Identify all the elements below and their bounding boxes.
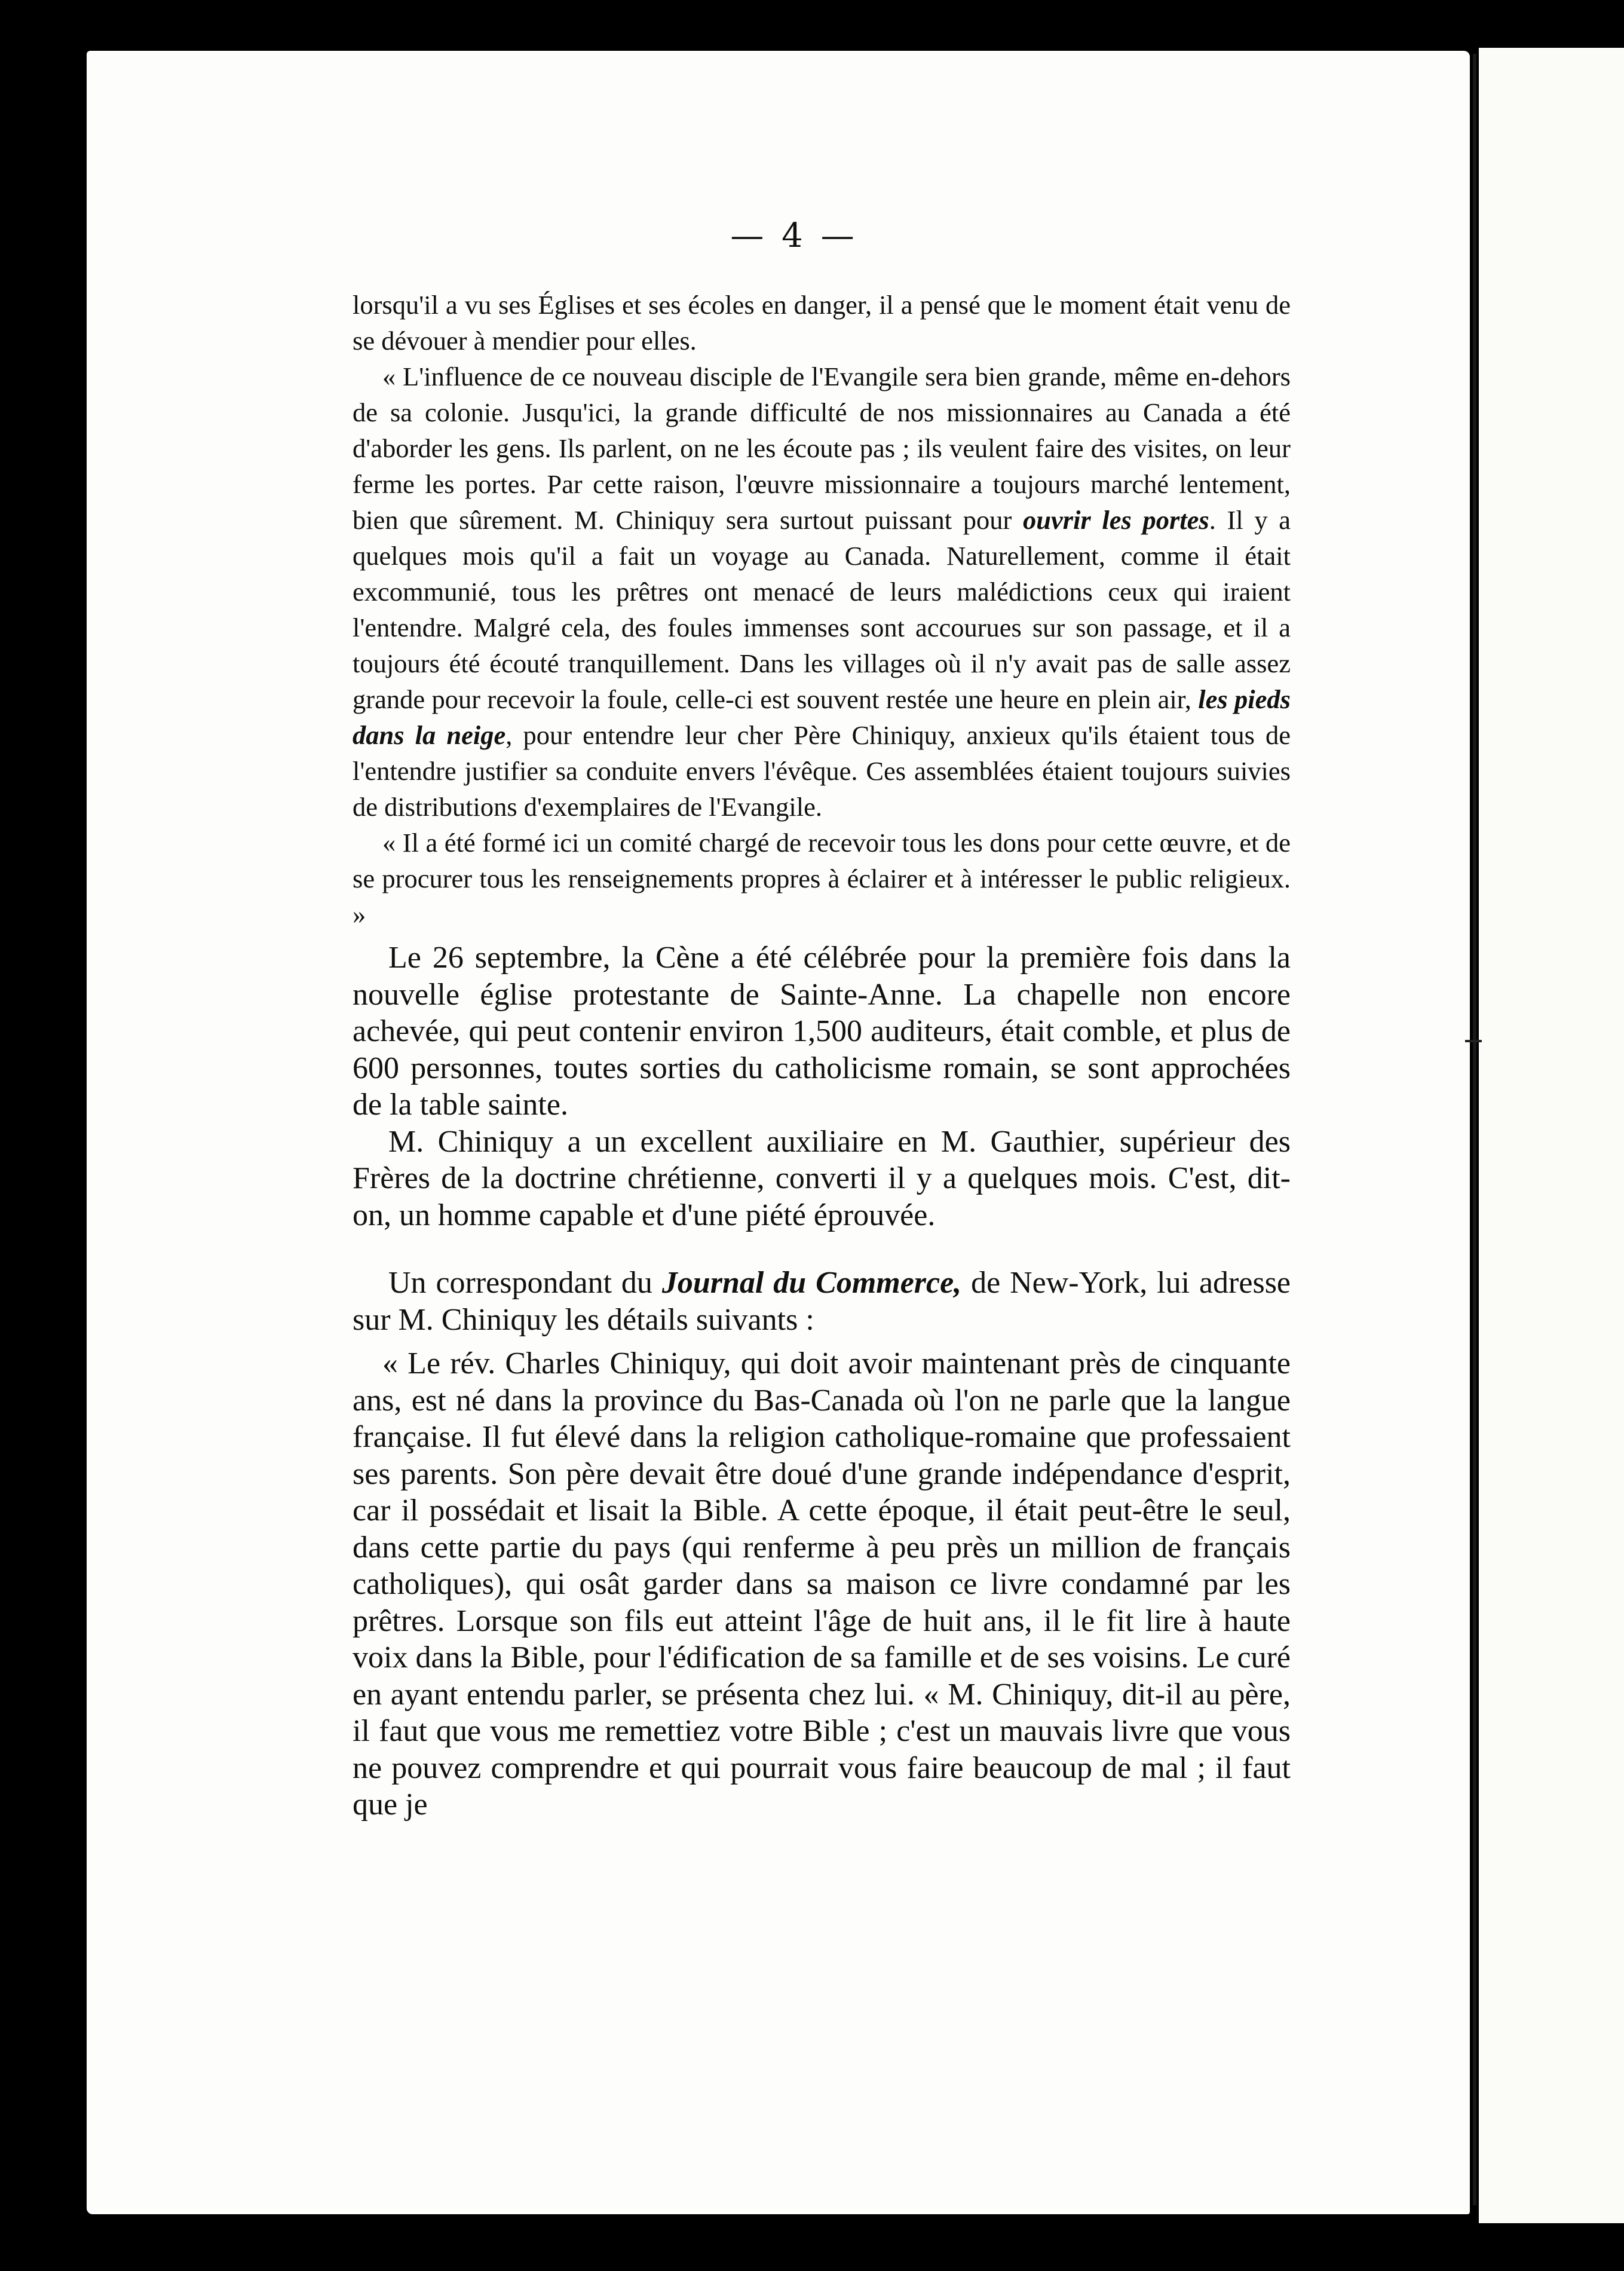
quoted-letter-section (353, 287, 1291, 932)
emphasis-text: les pieds dans la neige (353, 684, 1291, 750)
page-text (353, 287, 1291, 1823)
page-gutter (1473, 54, 1476, 2205)
adjacent-page-edge (1479, 48, 1624, 2223)
paragraph-gauthier: M. Chiniquy a un excellent auxiliaire en M. Gauthier, supérieur des Frères de la doctrine chrétienne, converti il y a quelques mois. C'est, dit-on, un homme capable et d'une piété éprouvée. (353, 1124, 1291, 1232)
paragraph-biography: « Le rév. Charles Chiniquy, qui doit avoir maintenant près de cinquante ans, est né dans la province du Bas-Canada où l'on ne parle que la langue française. Il fut élevé dans la religion catholique-romaine que professaient ses parents. Son père devait être doué d'une grande indépendance d'esprit, car il possédait et lisait la Bible. A cette époque, il était peut-être le seul, dans cette partie du pays (qui renferme à peu près un million de français catholiques), qui osât garder dans sa maison ce livre condamné par les prêtres. Lorsque son fils eut atteint l'âge de huit ans, il le fit lire à haute voix dans la Bible, pour l'édification de sa famille et de ses voisins. Le curé en ayant entendu parler, se présenta chez lui. « M. Chiniquy, dit-il au père, il faut que vous me remettiez votre Bible ; c'est un mauvais livre que vous ne pouvez comprendre et qui pourrait vous faire beaucoup de mal ; il faut que je (353, 1346, 1291, 1822)
main-text-section (353, 939, 1291, 1823)
text-run: « L'influence de ce nouveau disciple de l'Evangile sera bien grande, même en-dehors de sa colonie. Jusqu'ici, la grande difficulté de nos missionnaires au Canada a été d'aborder les gens. Ils parlent, on ne les écoute pas ; ils veulent faire des visites, on leur ferme les portes. Par cette raison, l'œuvre missionnaire a toujours marché lentement, bien que sûrement. M. Chiniquy sera surtout puissant pour (353, 362, 1291, 535)
text-run: . Il y a quelques mois qu'il a fait un voyage au Canada. Naturellement, comme il était excommunié, tous les prêtres ont menacé de leurs malédictions ceux qui iraient l'entendre. Malgré cela, des foules immenses sont accourues sur son passage, et il a toujours été écouté tranquillement. Dans les villages où il n'y avait pas de salle assez grande pour recevoir la foule, celle-ci est souvent restée une heure en plein air, (353, 505, 1291, 714)
emphasis-text: Journal du Commerce, (661, 1266, 962, 1300)
paragraph-continuation: lorsqu'il a vu ses Églises et ses écoles en danger, il a pensé que le moment était venu de se dévouer à mendier pour elles. (353, 290, 1291, 356)
text-run: , pour entendre leur cher Père Chiniquy, anxieux qu'ils étaient tous de l'entendre justifier sa conduite envers l'évêque. Ces assemblées étaient toujours suivies de distributions d'exemplaires de l'Evangile. (353, 720, 1291, 822)
text-run: de New-York, lui adresse sur M. Chiniquy les détails suivants : (353, 1266, 1291, 1337)
margin-mark (1465, 1040, 1482, 1042)
page-number: — 4 — (730, 216, 858, 255)
paragraph-influence (353, 359, 1291, 825)
text-run: Un correspondant du (388, 1266, 662, 1300)
emphasis-text: ouvrir les portes (1023, 505, 1209, 535)
paragraph-communion: Le 26 septembre, la Cène a été célébrée pour la première fois dans la nouvelle église protestante de Sainte-Anne. La chapelle non encore achevée, qui peut contenir environ 1,500 auditeurs, était comble, et plus de 600 personnes, toutes sorties du catholicisme romain, se sont approchées de la table sainte. (353, 941, 1291, 1122)
paragraph-committee: « Il a été formé ici un comité chargé de recevoir tous les dons pour cette œuvre, et de se procurer tous les renseignements propres à éclairer et à intéresser le public religieux. » (353, 828, 1291, 929)
paragraph-correspondent (353, 1265, 1291, 1338)
